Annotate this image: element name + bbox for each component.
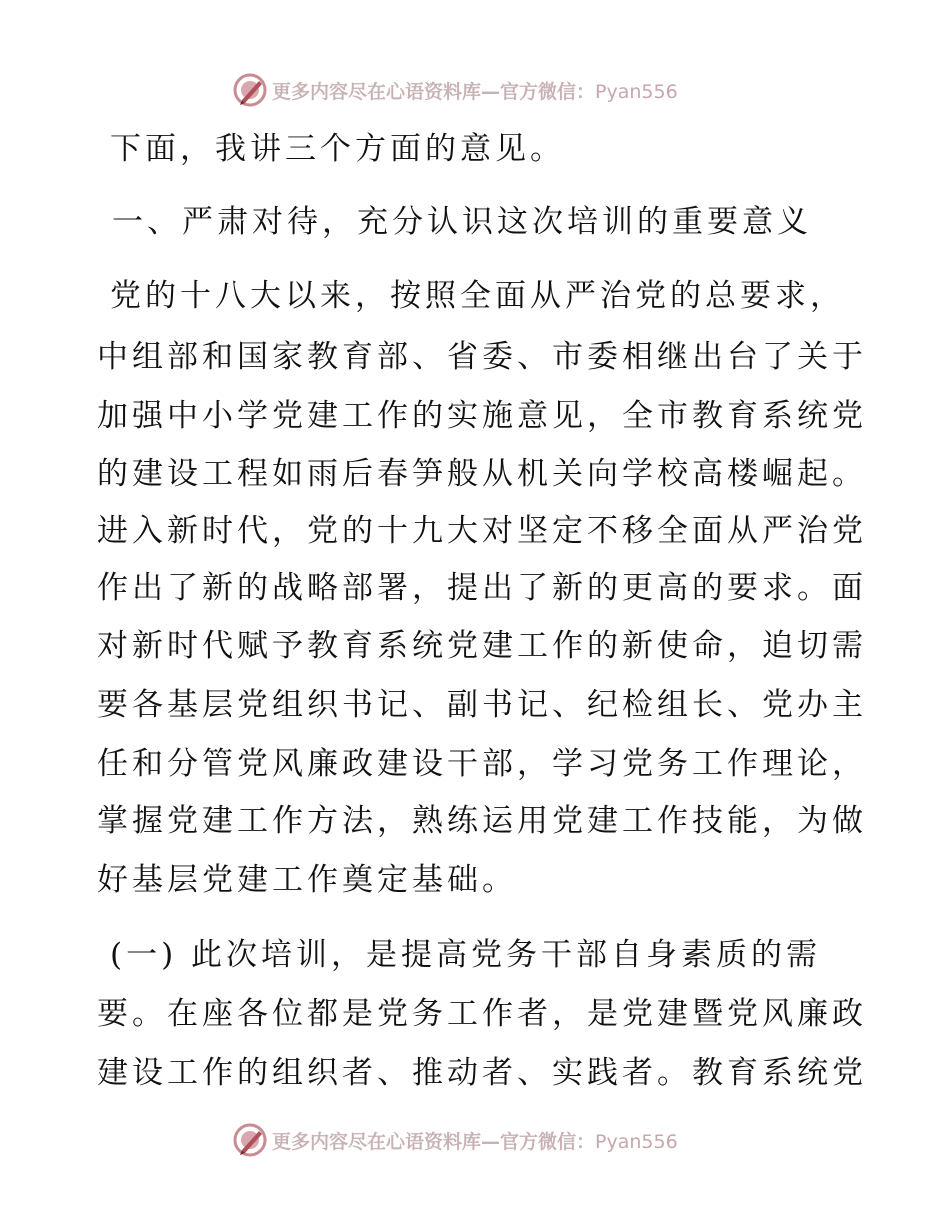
wechat-id: Pyan556 (595, 1130, 678, 1153)
watermark-banner-bottom (232, 1122, 678, 1158)
watermark-text: 更多内容尽在心语资料库—官方微信：Pyan556 (272, 80, 678, 103)
text-line: 进入新时代，党的十九大对坚定不移全面从严治党 (97, 513, 867, 549)
text-line: 中组部和国家教育部、省委、市委相继出台了关于 (97, 339, 867, 375)
text-line: 加强中小学党建工作的实施意见，全市教育系统党 (97, 398, 867, 434)
text-line: 好基层党建工作奠定基础。 (97, 862, 517, 898)
text-line: 建设工作的组织者、推动者、实践者。教育系统党 (97, 1055, 867, 1091)
pen-logo-icon (232, 1122, 268, 1158)
text-line: 对新时代赋予教育系统党建工作的新使命，迫切需 (97, 628, 867, 664)
watermark-banner-top (232, 72, 678, 108)
watermark-text: 更多内容尽在心语资料库—官方微信：Pyan556 (272, 1130, 678, 1153)
pen-logo-icon (232, 72, 268, 108)
text-line: 的建设工程如雨后春笋般从机关向学校高楼崛起。 (97, 456, 867, 492)
text-line: 掌握党建工作方法，熟练运用党建工作技能，为做 (97, 803, 867, 839)
text-line: 下面，我讲三个方面的意见。 (110, 131, 565, 167)
section-heading: 一、严肃对待，充分认识这次培训的重要意义 (112, 204, 812, 240)
text-line: 要。在座各位都是党务工作者，是党建暨党风廉政 (97, 996, 867, 1032)
text-line: 作出了新的战略部署，提出了新的更高的要求。面 (97, 570, 867, 606)
wechat-id: Pyan556 (595, 80, 678, 103)
text-line: 要各基层党组织书记、副书记、纪检组长、党办主 (97, 687, 867, 723)
subsection-heading: (一) 此次培训，是提高党务干部自身素质的需 (110, 937, 822, 973)
text-line: 任和分管党风廉政建设干部，学习党务工作理论， (97, 746, 867, 782)
text-line: 党的十八大以来，按照全面从严治党的总要求， (110, 278, 845, 314)
